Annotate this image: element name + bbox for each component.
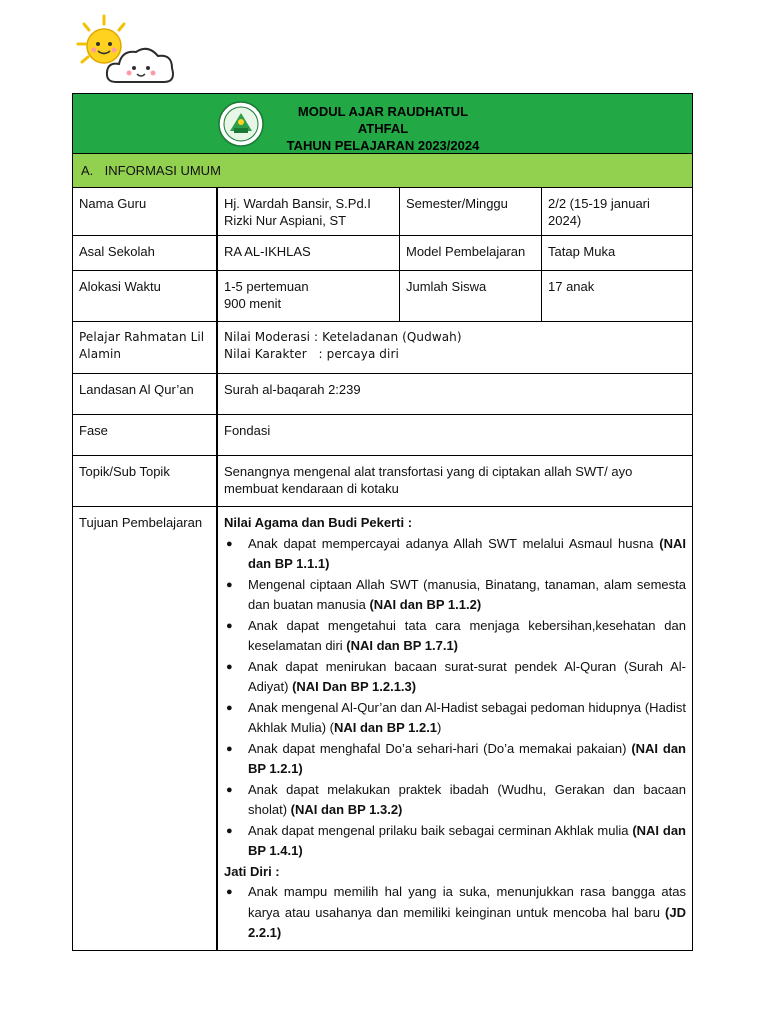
- list-item: [224, 739, 686, 780]
- list-item: [224, 575, 686, 616]
- list-item: [224, 780, 686, 821]
- title-line-1: MODUL AJAR RAUDHATUL ATHFAL: [297, 104, 469, 136]
- teacher-name-1: Hj. Wardah Bansir, S.Pd.I: [224, 196, 371, 211]
- list-item-text: Mengenal ciptaan Allah SWT (manusia, Binatang, tanaman, alam semesta dan buatan manusia: [248, 576, 686, 612]
- section-number: A.: [81, 163, 94, 178]
- landasan-value: Surah al-baqarah 2:239: [224, 382, 361, 397]
- section-title: INFORMASI UMUM: [104, 163, 221, 178]
- alokasi-pertemuan: 1-5 pertemuan: [224, 279, 309, 294]
- list-item-code: (JD 2.2.1): [248, 904, 686, 940]
- list-item-text: Anak dapat melakukan praktek ibadah (Wudhu, Gerakan dan bacaan sholat): [248, 781, 686, 817]
- list-item-code: (NAI dan BP 1.1.1): [248, 535, 686, 571]
- teacher-name-2: Rizki Nur Aspiani, ST: [224, 213, 347, 228]
- list-item-code: (NAI dan BP 1.4.1): [248, 822, 686, 858]
- topik-value: Senangnya mengenal alat transfortasi yang di ciptakan allah SWT/ ayo membuat kendaraan di kotaku: [224, 464, 633, 496]
- section-heading: [73, 154, 692, 188]
- list-item: [224, 882, 686, 944]
- table-row: [73, 322, 692, 374]
- list-item: [224, 821, 686, 862]
- table-row: [73, 456, 692, 507]
- pelajar-label-line-1: Pelajar Rahmatan Lil: [79, 330, 205, 344]
- list-item-text: Anak dapat menghafal Do’a sehari-hari (Do’a memakai pakaian): [248, 740, 632, 756]
- model-value: Tatap Muka: [548, 244, 616, 259]
- title-line-2: TAHUN PELAJARAN 2023/2024: [286, 138, 480, 153]
- list-item-code: (NAI dan BP 1.2.1): [248, 740, 686, 776]
- semester-label: Semester/Minggu: [400, 188, 542, 235]
- list-item: [224, 698, 686, 739]
- nilai-agama-heading: Nilai Agama dan Budi Pekerti :: [224, 515, 413, 530]
- alokasi-value: [218, 271, 400, 321]
- list-item: [224, 534, 686, 575]
- nilai-karakter: Nilai Karakter : percaya diri: [224, 347, 399, 361]
- nilai-agama-list: [224, 534, 686, 862]
- document-title: [273, 103, 493, 154]
- fase-value: Fondasi: [224, 423, 271, 438]
- table-row: [73, 271, 692, 322]
- alokasi-label: Alokasi Waktu: [73, 271, 218, 321]
- jati-diri-list: [224, 882, 686, 944]
- alokasi-menit: 900 menit: [224, 296, 282, 311]
- sun-icon: [78, 16, 124, 63]
- pelajar-label: [73, 322, 218, 373]
- nama-guru-label: Nama Guru: [73, 188, 218, 235]
- list-item-text: Anak dapat mengenal prilaku baik sebagai cerminan Akhlak mulia: [248, 822, 633, 838]
- pelajar-label-line-2: Alamin: [79, 347, 122, 361]
- list-item-code: (NAI dan BP 1.3.2): [290, 802, 403, 817]
- list-item-code: NAI dan BP 1.2.1: [333, 720, 438, 735]
- list-item-code: (NAI Dan BP 1.2.1.3): [292, 679, 417, 694]
- semester-value: 2/2 (15-19 januari 2024): [548, 196, 650, 228]
- jumlah-siswa-label: Jumlah Siswa: [400, 271, 542, 321]
- pelajar-value: [218, 322, 692, 373]
- landasan-label: Landasan Al Qur’an: [73, 374, 218, 414]
- list-item-text: Anak dapat menirukan bacaan surat-surat pendek Al-Quran (Surah Al-Adiyat): [248, 658, 686, 694]
- list-item-text: Anak mengenal Al-Qur’an dan Al-Hadist sebagai pedoman hidupnya (Hadist Akhlak Mulia) (: [248, 699, 686, 735]
- asal-sekolah-value: RA AL-IKHLAS: [218, 236, 400, 270]
- list-item: [224, 657, 686, 698]
- jumlah-siswa-value: 17 anak: [548, 279, 595, 294]
- table-row: [73, 415, 692, 456]
- modul-ajar-document: [72, 93, 693, 951]
- fase-label: Fase: [73, 415, 218, 455]
- document-header: [73, 94, 692, 154]
- list-item-text: Anak dapat mempercayai adanya Allah SWT melalui Asmaul husna: [248, 535, 660, 551]
- tujuan-label: Tujuan Pembelajaran: [73, 507, 218, 950]
- table-row: [73, 507, 692, 950]
- model-label: Model Pembelajaran: [400, 236, 542, 270]
- list-item: [224, 616, 686, 657]
- table-row: [73, 188, 692, 236]
- table-row: [73, 374, 692, 415]
- nama-guru-value: [218, 188, 400, 235]
- list-item-code: (NAI dan BP 1.1.2): [369, 597, 482, 612]
- list-item-text: Anak dapat mengetahui tata cara menjaga kebersihan,kesehatan dan keselamatan diri: [248, 617, 686, 653]
- nilai-moderasi: Nilai Moderasi : Keteladanan (Qudwah): [224, 330, 462, 344]
- jati-diri-heading: Jati Diri :: [224, 863, 280, 879]
- list-item-text: Anak mampu memilih hal yang ia suka, menunjukkan rasa bangga atas karya atau usahanya dan memiliki keinginan untuk mencoba hal baru: [248, 884, 686, 920]
- tujuan-value: [218, 507, 692, 950]
- school-emblem-icon: [218, 101, 264, 147]
- list-item-code: (NAI dan BP 1.7.1): [346, 638, 459, 653]
- topik-label: Topik/Sub Topik: [73, 456, 218, 506]
- sun-cloud-decoration: [72, 10, 182, 90]
- list-item-suffix: ): [437, 720, 442, 735]
- table-row: [73, 236, 692, 271]
- asal-sekolah-label: Asal Sekolah: [73, 236, 218, 270]
